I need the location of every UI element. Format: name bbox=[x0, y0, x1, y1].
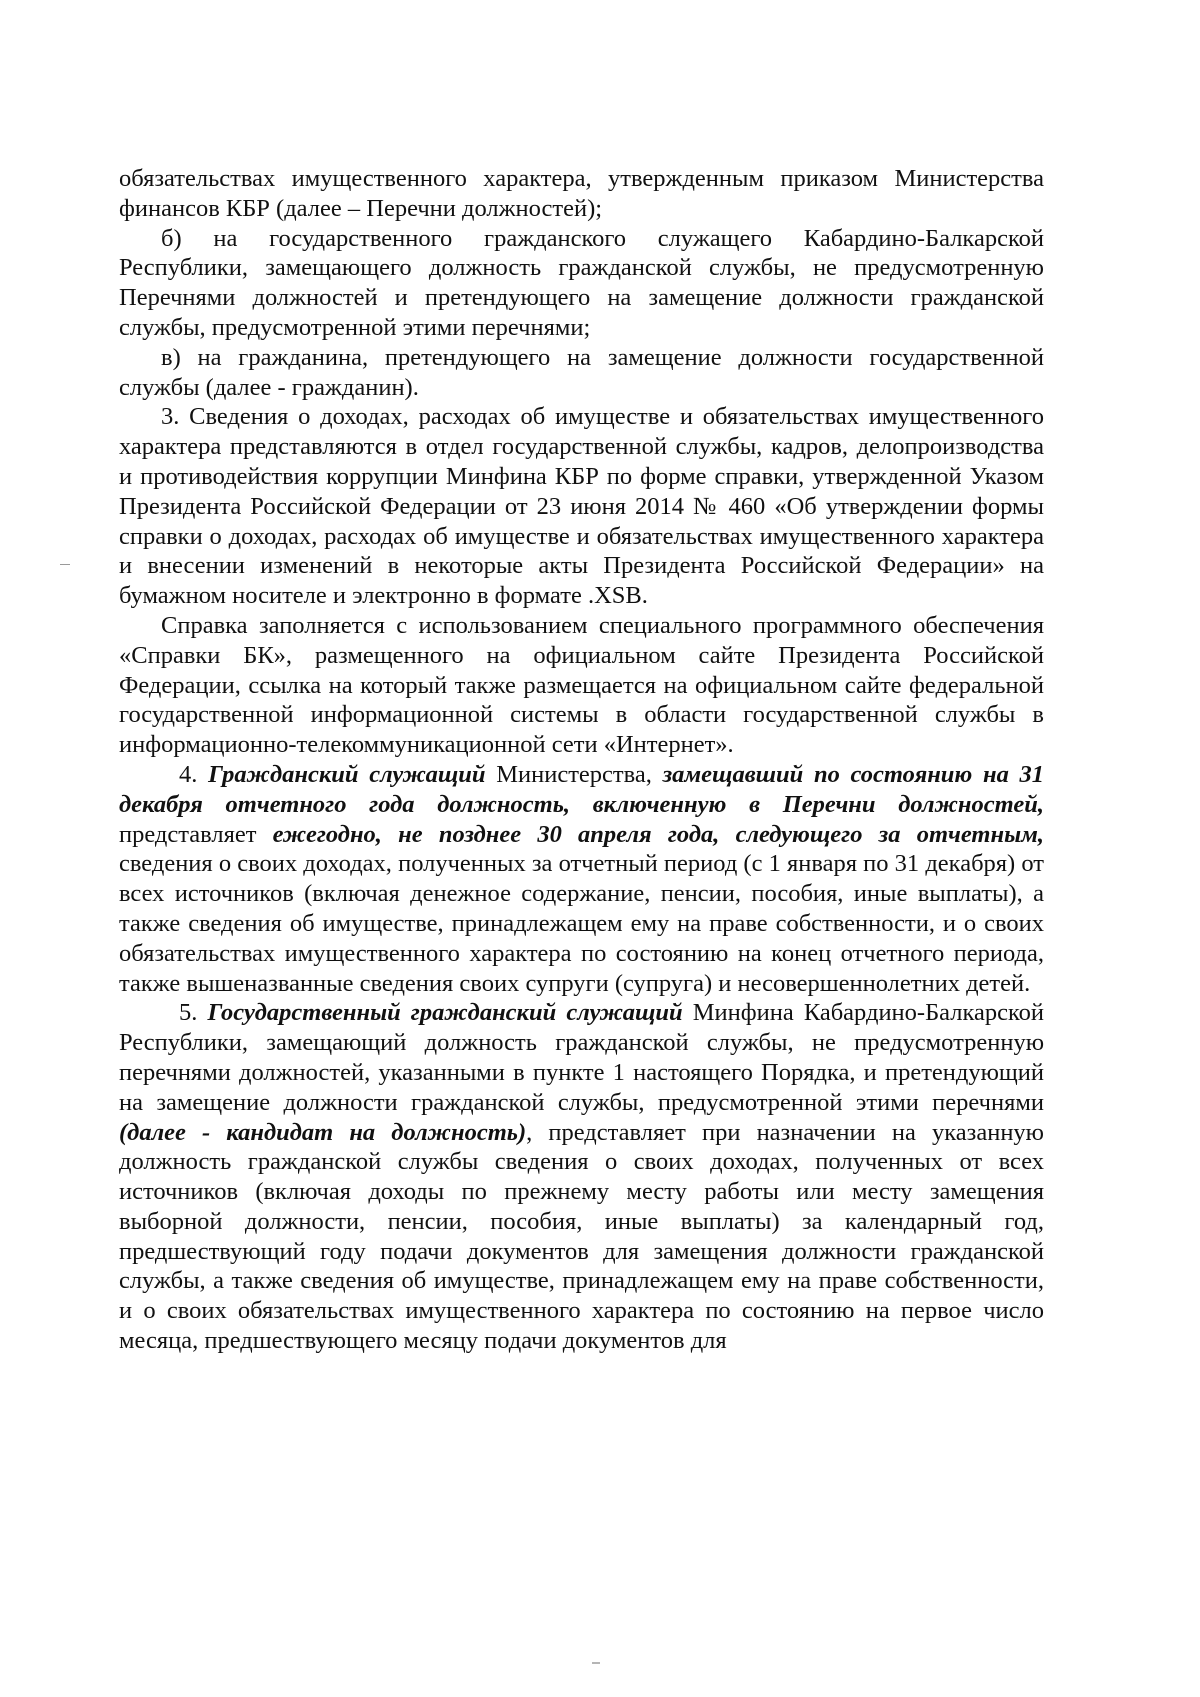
paragraph-5-emphasis-candidate: (далее - кандидат на должность) bbox=[119, 1118, 527, 1146]
paragraph-4-text-c: сведения о своих доходах, полученных за отчетный период (с 1 января по 31 декабря) от всех источников (включая денежное содержание, пенсии, пособия, иные выплаты), а также сведения об имуществе, принадлежащем ему на праве собственности, и о своих обязательствах имущественного характера по состоянию на конец отчетного периода, также вышеназванные сведения своих супруги (супруга) и несовершеннолетних детей. bbox=[119, 850, 1044, 997]
paragraph-continuation: обязательствах имущественного характера, утвержденным приказом Министерства финансов КБР (далее – Перечни должностей); bbox=[119, 165, 1044, 222]
paragraph-5-text-b: , представляет при назначении на указанную должность гражданской службы сведения о своих доходах, полученных от всех источников (включая доходы по прежнему месту работы или месту замещения выборной должности, пенсии, пособия, иные выплаты) за календарный год, предшествующий году подачи документов для замещения должности гражданской службы, а также сведения об имуществе, принадлежащем ему на праве собственности, и о своих обязательствах имущественного характера по состоянию на первое число месяца, предшествующего месяцу подачи документов для bbox=[119, 1118, 1044, 1355]
paragraph-4-text-a: Министерства, bbox=[485, 760, 663, 788]
document-body bbox=[119, 164, 1044, 1356]
paragraph-4-emphasis-subject: Гражданский служащий bbox=[208, 760, 486, 788]
paragraph-4-emphasis-condition: замещавший по состоянию на 31 декабря отчетного года должность, включенную в Перечни должностей, bbox=[119, 760, 1045, 818]
scan-bottom-mark bbox=[592, 1662, 600, 1664]
paragraph-5 bbox=[119, 998, 1044, 1356]
paragraph-4-text-b: представляет bbox=[119, 820, 273, 848]
paragraph-item-v: в) на гражданина, претендующего на замещение должности государственной службы (далее - гражданин). bbox=[119, 343, 1044, 401]
paragraph-5-emphasis-subject: Государственный гражданский служащий bbox=[207, 999, 683, 1027]
paragraph-4 bbox=[119, 760, 1044, 998]
paragraph-3: 3. Сведения о доходах, расходах об имуществе и обязательствах имущественного характера представляются в отдел государственной службы, кадров, делопроизводства и противодействия коррупции Минфина КБР по форме справки, утвержденной Указом Президента Российской Федерации от 23 июня 2014 № 460 «Об утверждении формы справки о доходах, расходах об имуществе и обязательствах имущественного характера и внесении изменений в некоторые акты Президента Российской Федерации» на бумажном носителе и электронно в формате .XSB. bbox=[119, 403, 1044, 610]
paragraph-4-emphasis-deadline: ежегодно, не позднее 30 апреля года, следующего за отчетным, bbox=[272, 820, 1044, 848]
paragraph-5-text-a: Минфина Кабардино-Балкарской Республики, замещающий должность гражданской службы, не предусмотренную перечнями должностей, указанными в пункте 1 настоящего Порядка, и претендующий на замещение должности гражданской службы, предусмотренной этими перечнями bbox=[119, 999, 1045, 1116]
paragraph-5-number: 5. bbox=[179, 999, 208, 1027]
paragraph-spravka: Справка заполняется с использованием специального программного обеспечения «Справки БК», размещенного на официальном сайте Президента Российской Федерации, ссылка на который также размещается на официальном сайте федеральной государственной информационной системы в области государственной службы в информационно-телекоммуникационной сети «Интернет». bbox=[119, 611, 1044, 759]
paragraph-item-b: б) на государственного гражданского служащего Кабардино-Балкарской Республики, замещающего должность гражданской службы, не предусмотренную Перечнями должностей и претендующего на замещение должности гражданской службы, предусмотренной этими перечнями; bbox=[119, 224, 1044, 341]
scan-margin-mark bbox=[60, 564, 70, 565]
paragraph-4-number: 4. bbox=[179, 760, 209, 788]
